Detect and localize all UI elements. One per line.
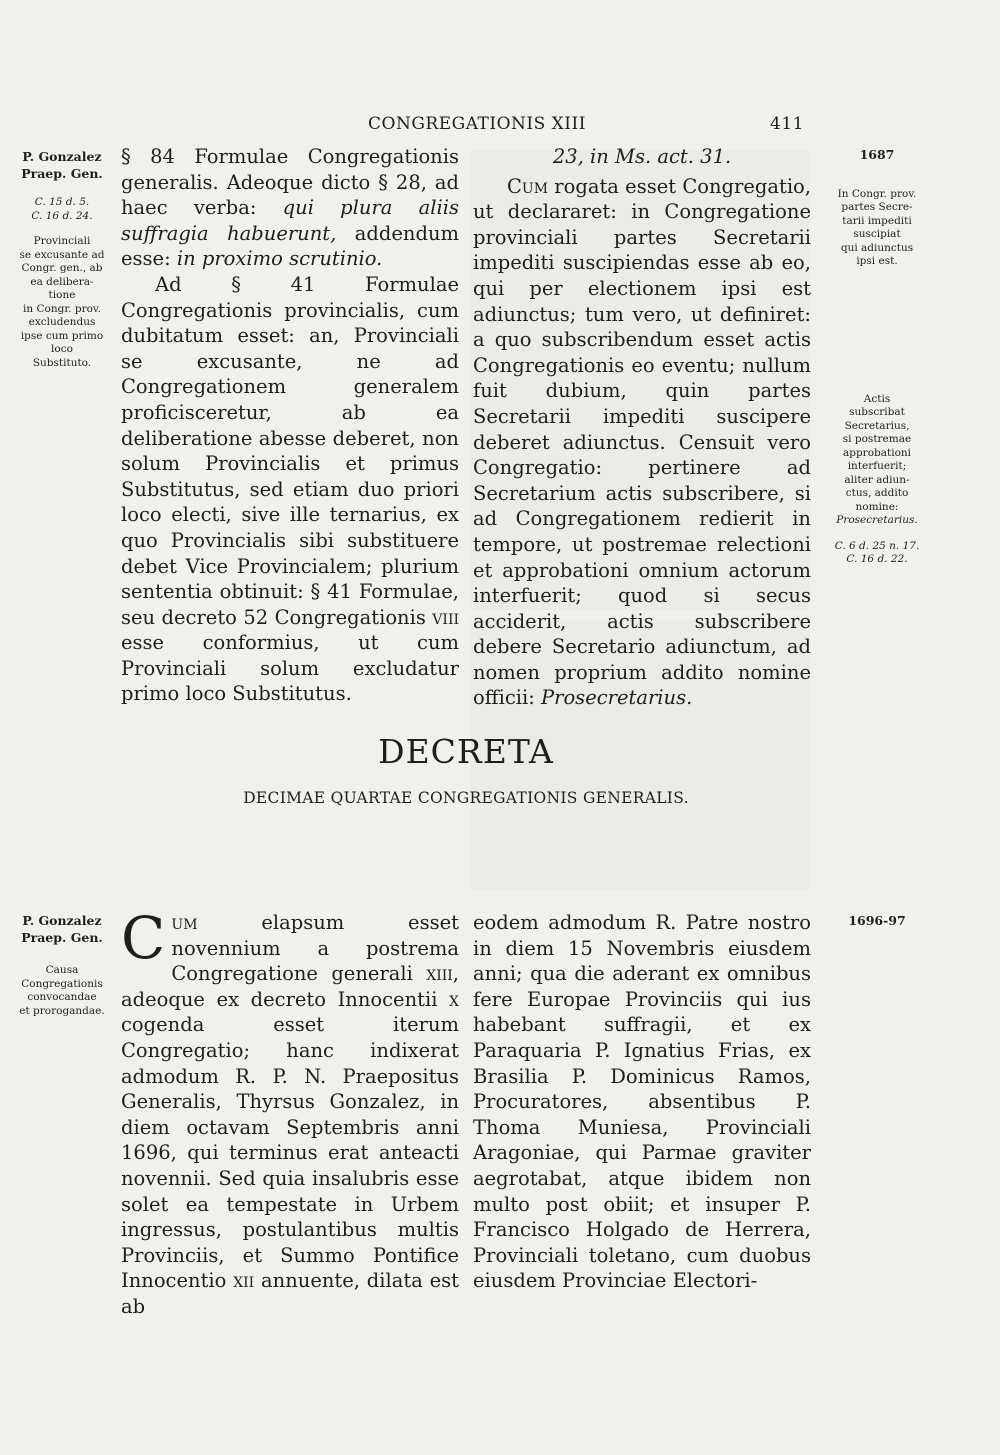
section-subtitle: DECIMAE QUARTAE CONGREGATIONIS GENERALIS.	[243, 789, 689, 807]
margin-ref: C. 15 d. 5.	[34, 196, 90, 208]
margin-author: P. Gonzalez Praep. Gen.	[21, 149, 103, 181]
left-margin-bottom	[12, 912, 112, 1018]
margin-year: 1696-97	[848, 913, 906, 928]
paragraph: Cum rogata esset Congregatio, ut declararet: in Congregatione provinciali partes Secretarii impediti suscipiendas esse ab eo, qui per electionem ipsi est adiunctus; tum vero, ut definiret: a quo subscribendum esset actis Congregationis eo eventu; nullum fuit dubium, quin partes Secretarii impediti suscipere deberet adiunctus. Censuit vero Congregatio: pertinere ad Secretarium actis subscribere, si ad Congregationem redierit in tempore, ut postremae relectioni et approbationi omnium actorum interfuerit; quod si secus acciderit, actis subscribere debere Secretario adiunctum, ad nomen proprium addito nomine officii: Prosecretarius.	[473, 174, 811, 710]
left-margin-top	[12, 148, 112, 370]
margin-note: Causa Congregationis convocandae et prorogandae.	[19, 964, 105, 1017]
right-margin-bottom	[818, 914, 936, 928]
margin-note: Actis subscribat Secretarius, si postremae approbationi interfuerit; aliter adiun- ctus, addito nomine: Prosecretarius.	[836, 392, 918, 526]
margin-year: 1687	[859, 147, 895, 162]
text-column-left-bottom	[121, 904, 459, 1320]
running-head-title: CONGREGATIONIS XIII	[368, 114, 586, 134]
margin-ref: C. 16 d. 22.	[846, 553, 908, 565]
section-title: DECRETA	[378, 732, 554, 771]
margin-ref: C. 16 d. 24.	[31, 209, 93, 222]
source-reference: 23, in Ms. act. 31.	[552, 145, 732, 168]
margin-ref: C. 6 d. 25 n. 17.	[834, 539, 920, 552]
paragraph: Ad § 41 Formulae Congregationis provincialis, cum dubitatum esset: an, Provinciali se excusante, ne ad Congregationem generalem proficisceretur, ab ea deliberatione abesse deberet, non solum Provincialis et primus Substitutus, sed etiam duo priori loco electi, sive ille ternarius, ex quo Provincialis sibi substituere debet Vice Provincialem; plurium sententia obtinuit: § 41 Formulae, seu decreto 52 Congregationis viii esse conformius, ut cum Provinciali solum excludatur primo loco Substitutus.	[121, 272, 459, 706]
text-column-right-top	[473, 144, 811, 711]
paragraph: Cum elapsum esset novennium a postrema Congregatione generali xiii, adeoque ex decreto Innocentii x cogenda esset iterum Congregatio; hanc indixerat admodum R. P. N. Praepositus Generalis, Thyrsus Gonzalez, in diem octavam Septembris anni 1696, qui terminus erat anteacti novennii. Sed quia insalubris esse solet ea tempestate in Urbem ingressus, postulantibus multis Provinciis, et Summo Pontifice Innocentio xii annuente, dilata est ab	[121, 904, 459, 1318]
text-column-right-bottom	[473, 910, 811, 1294]
running-head	[120, 114, 810, 138]
drop-cap: C	[121, 904, 166, 972]
paragraph: eodem admodum R. Patre nostro in diem 15 Novembris eiusdem anni; qua die aderant ex omnibus fere Europae Provinciis qui ius habebant suffragii, et ex Paraquaria P. Ignatius Frias, ex Brasilia P. Dominicus Ramos, Procuratores, absentibus P. Thoma Muniesa, Provinciali Aragoniae, qui Parmae graviter aegrotabat, atque ibidem non multo post obiit; et insuper P. Francisco Holgado de Herrera, Provinciali toletano, cum duobus eiusdem Provinciae Electori-	[473, 911, 811, 1293]
text-column-left-top	[121, 144, 459, 707]
margin-note: Provinciali se excusante ad Congr. gen., ab ea delibera- tione in Congr. prov. excludendus ipse cum primo loco Substituto.	[19, 235, 105, 369]
margin-author: P. Gonzalez Praep. Gen.	[21, 913, 103, 945]
page-number: 411	[770, 114, 804, 134]
right-margin-top	[818, 148, 936, 567]
margin-note: In Congr. prov. partes Secre- tarii impediti suscipiat qui adiunctus ipsi est.	[837, 187, 917, 267]
paragraph: § 84 Formulae Congregationis generalis. Adeoque dicto § 28, ad haec verba: qui plura aliis suffragia habuerunt, addendum esse: in proximo scrutinio.	[121, 145, 459, 271]
